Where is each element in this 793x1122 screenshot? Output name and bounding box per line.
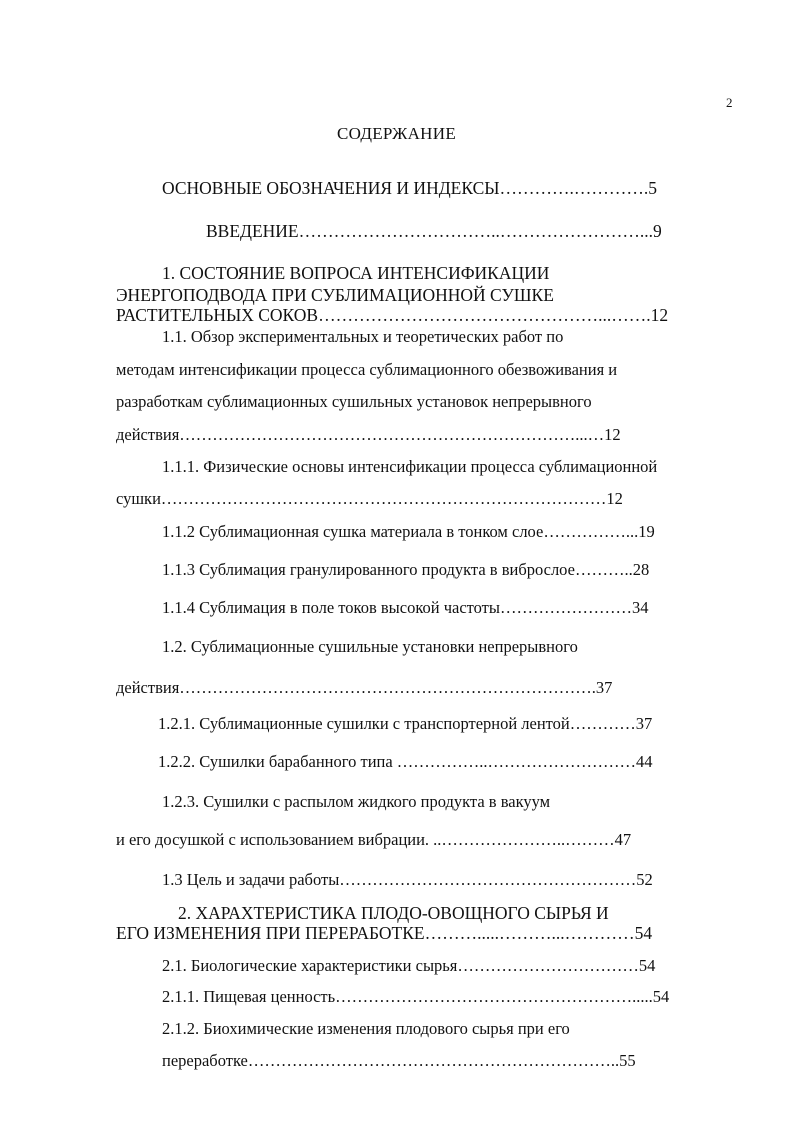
toc-entry: 1.1.1. Физические основы интенсификации процесса сублимационной bbox=[162, 457, 658, 476]
toc-entry: ОСНОВНЫЕ ОБОЗНАЧЕНИЯ И ИНДЕКСЫ………….………….5 bbox=[162, 178, 657, 198]
toc-entry: ЭНЕРГОПОДВОДА ПРИ СУБЛИМАЦИОННОЙ СУШКЕ bbox=[116, 285, 554, 305]
toc-entry: 2. ХАРАХТЕРИСТИКА ПЛОДО-ОВОЩНОГО СЫРЬЯ И bbox=[178, 903, 609, 923]
toc-entry: 1.1.4 Сублимация в поле токов высокой частоты……………………34 bbox=[162, 598, 649, 617]
toc-entry: 2.1.1. Пищевая ценность……………………………………………….....54 bbox=[162, 987, 670, 1006]
toc-entry: 2.1.2. Биохимические изменения плодового сырья при его bbox=[162, 1019, 570, 1038]
toc-entry: ВВЕДЕНИЕ……………………………..……………………...9 bbox=[206, 221, 662, 241]
toc-entry: 2.1. Биологические характеристики сырья……………………………54 bbox=[162, 956, 656, 975]
toc-entry: 1.1.3 Сублимация гранулированного продукта в виброслое………..28 bbox=[162, 560, 650, 579]
toc-entry: 1.2. Сублимационные сушильные установки непрерывного bbox=[162, 637, 578, 656]
toc-entry: методам интенсификации процесса сублимационного обезвоживания и bbox=[116, 360, 618, 379]
toc-entry: разработкам сублимационных сушильных установок непрерывного bbox=[116, 392, 592, 411]
toc-entry: и его досушкой с использованием вибрации. ..…………………..………47 bbox=[116, 830, 632, 849]
toc-entry: 1.2.2. Сушилки барабанного типа ……………..………………………44 bbox=[158, 752, 653, 771]
toc-entry: 1.2.1. Сублимационные сушилки с транспортерной лентой…………37 bbox=[158, 714, 653, 733]
toc-entry: ЕГО ИЗМЕНЕНИЯ ПРИ ПЕРЕРАБОТКЕ……….....………...…………54 bbox=[116, 923, 653, 943]
toc-entry: 1.1. Обзор экспериментальных и теоретических работ по bbox=[162, 327, 564, 346]
toc-entry: 1. СОСТОЯНИЕ ВОПРОСА ИНТЕНСИФИКАЦИИ bbox=[162, 263, 550, 283]
toc-entry: сушки………………………………………………………………………12 bbox=[116, 489, 623, 508]
toc-entry: действия………………………………………………………………….37 bbox=[116, 678, 613, 697]
page-title: СОДЕРЖАНИЕ bbox=[336, 124, 457, 143]
toc-entry: переработке…………………………………………………………..55 bbox=[162, 1051, 636, 1070]
toc-entry: 1.3 Цель и задачи работы………………………………………………52 bbox=[162, 870, 653, 889]
page-number: 2 bbox=[726, 95, 733, 110]
toc-entry: 1.2.3. Сушилки с распылом жидкого продукта в вакуум bbox=[162, 792, 551, 811]
toc-entry: РАСТИТЕЛЬНЫХ СОКОВ…………………………………………...…….12 bbox=[116, 305, 669, 325]
toc-entry: действия………………………………………………………………...…12 bbox=[116, 425, 621, 444]
toc-entry: 1.1.2 Сублимационная сушка материала в тонком слое……………...19 bbox=[162, 522, 655, 541]
